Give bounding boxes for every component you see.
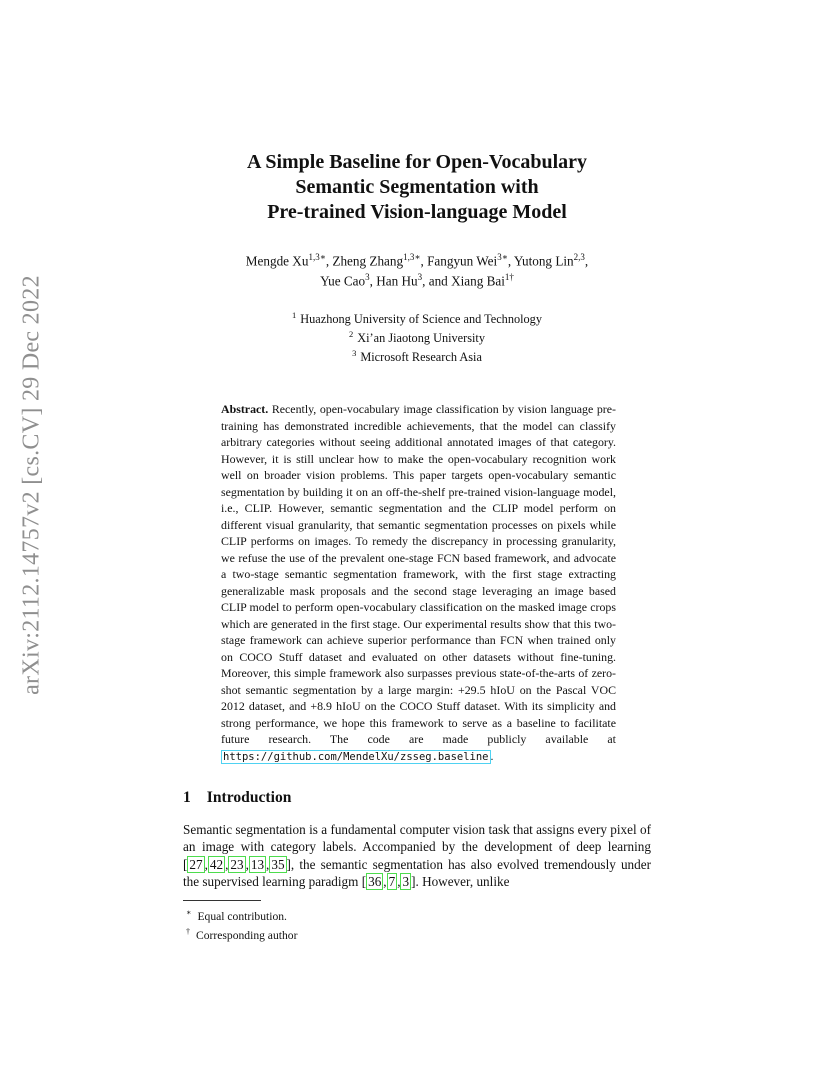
author-line-2: Yue Cao$^3$, Han Hu$^3$, and Xiang Bai$^{1\dagger}$ [320, 272, 514, 289]
author-connector: and [428, 273, 448, 289]
affiliation-mark: 3 [352, 347, 357, 358]
author-name: Fangyun Wei [427, 253, 498, 269]
affiliation-mark: 1 [292, 309, 297, 320]
title-line-3: Pre-trained Vision-language Model [267, 201, 567, 223]
citation-link[interactable]: 36 [368, 874, 382, 890]
abstract-label: Abstract. [221, 402, 269, 417]
affiliation-name: Xi’an Jiaotong University [357, 330, 485, 345]
title-line-1: A Simple Baseline for Open-Vocabulary [246, 151, 588, 173]
author-affiliation-mark: 2,3 [573, 252, 585, 262]
footnote-mark: † [186, 926, 190, 936]
affiliation-item [183, 327, 651, 346]
author-affiliation-mark: 3∗ [497, 252, 508, 262]
intro-paragraph: Semantic segmentation is a fundamental computer vision task that assigns every pixel of an image with category labels. Accompanied by the development of deep learning [ 27 , 42 , 23 , 13 , 35 ], the semantic segmentation has also evolved tremendously under the supervised learning paradigm [ 36 , 7 , 3 ]. However, unlike [183, 822, 651, 890]
footnote-text: Equal contribution. [197, 909, 287, 923]
intro-text-2: ], the semantic segmentation has also evolved tremendously under the supervised learning paradigm [ [183, 856, 651, 890]
author-name: Yue Cao [320, 273, 366, 289]
author-name: Zheng Zhang [332, 253, 404, 269]
author-name: Xiang Bai [451, 273, 505, 289]
title-line-2: Semantic Segmentation with [295, 176, 539, 198]
paper-page [183, 150, 651, 942]
footnote-list [183, 905, 651, 943]
citation-link[interactable]: 35 [271, 856, 285, 872]
footnote-divider [183, 900, 261, 901]
author-list [183, 249, 651, 290]
footnote-mark: ∗ [186, 907, 192, 917]
affiliation-mark: 2 [349, 328, 354, 339]
affiliation-item [183, 346, 651, 365]
intro-text-1: Semantic segmentation is a fundamental computer vision task that assigns every pixel of an image with category labels. Accompanied by the development of deep learning [ [183, 822, 651, 872]
citation-link[interactable]: 7 [388, 874, 396, 890]
citation-link[interactable]: 13 [250, 856, 265, 872]
abstract-end: . [490, 748, 494, 763]
arxiv-identifier: arXiv:2112.14757v2 [cs.CV] 29 Dec 2022 [18, 275, 45, 695]
section-number: 1 [183, 789, 191, 807]
footnote-item [183, 905, 651, 924]
abstract [221, 401, 616, 765]
arxiv-sidebar [8, 270, 56, 700]
author-affiliation-mark: 1† [504, 272, 514, 283]
author-affiliation-mark: 1,3∗ [308, 252, 326, 262]
author-affiliation-mark: 3 [365, 272, 370, 283]
citation-link[interactable]: 27 [189, 856, 203, 872]
section-heading [183, 789, 651, 807]
paper-title [183, 150, 651, 225]
author-affiliation-mark: 1,3∗ [403, 252, 421, 262]
affiliation-name: Huazhong University of Science and Technology [300, 311, 542, 326]
citation-link[interactable]: 42 [209, 856, 224, 872]
code-link[interactable]: https://github.com/MendelXu/zsseg.baseline [223, 750, 489, 763]
section-title: Introduction [206, 789, 292, 807]
author-affiliation-mark: 3 [417, 272, 423, 283]
footnote-text: Corresponding author [196, 928, 298, 942]
citation-link[interactable]: 3 [402, 874, 410, 890]
citation-link[interactable]: 23 [230, 856, 244, 872]
affiliation-list [183, 308, 651, 365]
affiliation-name: Microsoft Research Asia [360, 350, 482, 365]
intro-text-3: ]. However, unlike [411, 874, 510, 890]
abstract-text: Recently, open-vocabulary image classification by vision language pre-training has demonstrated incredible achievements, that the model can classify arbitrary categories without seeing additional annotated images of that category. However, it is still unclear how to make the open-vocabulary recognition work well on broader vision problems. This paper targets open-vocabulary semantic segmentation by building it on an off-the-shelf pre-trained vision-language model, i.e., CLIP. However, semantic segmentation and the CLIP model perform on different visual granularity, that semantic segmentation processes on pixels while CLIP performs on images. To remedy the discrepancy in processing granularity, we refuse the use of the prevalent one-stage FCN based framework, and advocate a two-stage semantic segmentation framework, with the first stage extracting generalizable mask proposals and the second stage leveraging an image based CLIP model to perform open-vocabulary classification on the masked image crops which are generated in the first stage. Our experimental results show that this two-stage framework can achieve superior performance than FCN when trained only on COCO Stuff dataset and evaluated on other datasets without fine-tuning. Moreover, this simple framework also surpasses previous state-of-the-arts of zero-shot semantic segmentation by a large margin: +29.5 hIoU on the Pascal VOC 2012 dataset, and +8.9 hIoU on the COCO Stuff dataset. With its simplicity and strong performance, we hope this framework to serve as a baseline to facilitate future research. The code are made publicly available at [221, 402, 616, 747]
author-name: Han Hu [376, 273, 418, 289]
affiliation-item [183, 308, 651, 327]
footnote-item [183, 924, 651, 943]
author-name: Yutong Lin [513, 253, 574, 269]
author-line-1: Mengde $Xu^{1,3∗}$, Zheng Zhang$^{1,3∗}$, Fangyun Wei$^{3∗}$, Yutong Lin$^{2,3}$, [245, 252, 589, 269]
author-name: Mengde Xu [245, 253, 309, 269]
